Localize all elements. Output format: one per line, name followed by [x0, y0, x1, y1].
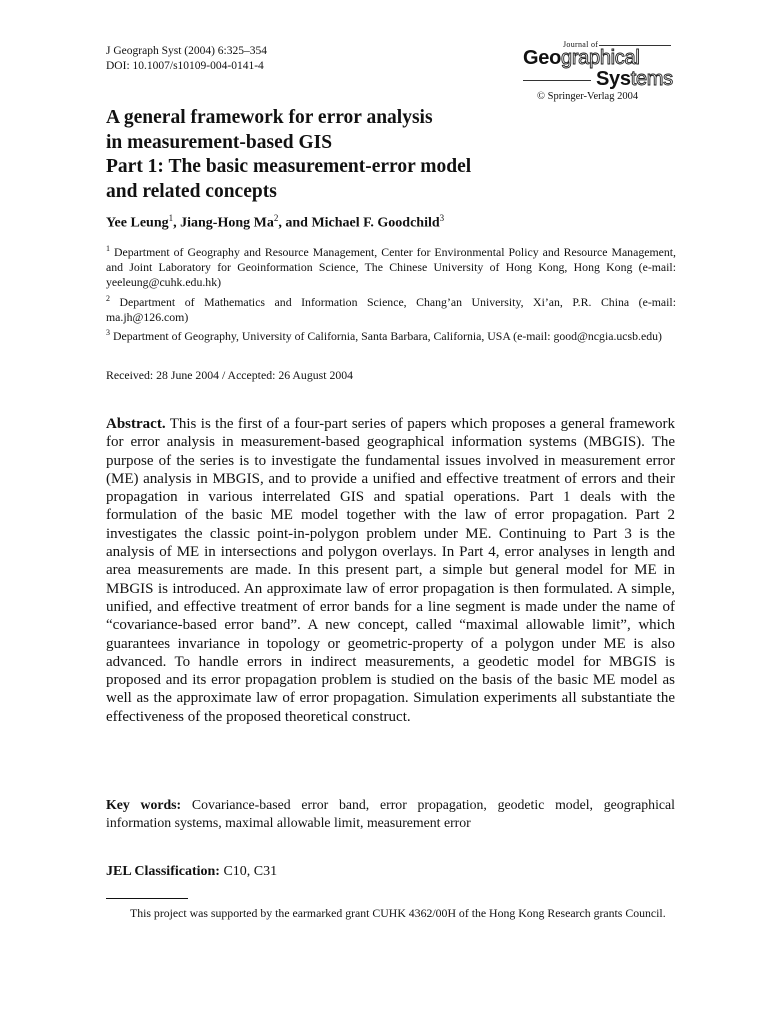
footnote-rule	[106, 898, 188, 899]
abstract	[106, 415, 675, 726]
affiliation-3: $^3$ Department of Geography, University of California, Santa Barbara, California, USA (e-mail: good@ncgia.ucsb.edu)	[106, 327, 662, 343]
jel-classification	[106, 864, 277, 880]
affiliation-1: $^1$ Department of Geography and Resource Management, Center for Environmental Policy and Resource Management, and Joint Laboratory for Geoinformation Science, The Chinese University of Hong Kong, Hong Kong (e-mail: yeeleung@cuhk.edu.hk)	[106, 244, 676, 290]
journal-citation: J Geograph Syst (2004) 6:325–354	[106, 45, 267, 57]
abstract-label: Abstract.	[106, 416, 166, 432]
paper-title: A general framework for error analysis in measurement-based GIS Part 1: The basic measurement-error model and related concepts	[106, 107, 472, 202]
keywords-text: Covariance-based error band, error propagation, geodetic model, geographical information systems, maximal allowable limit, measurement error	[106, 797, 675, 830]
author-name: Michael F. Goodchild	[311, 215, 440, 231]
doi: DOI: 10.1007/s10109-004-0141-4	[106, 60, 264, 72]
logo-rule-bottom	[523, 80, 591, 81]
author-name: Yee Leung	[106, 215, 169, 231]
affiliations	[106, 241, 676, 344]
copyright: © Springer-Verlag 2004	[537, 91, 639, 102]
affiliation-2: $^2$ Department of Mathematics and Information Science, Chang’an University, Xi’an, P.R. China (e-mail: ma.jh@126.com)	[106, 293, 676, 324]
journal-citation-block	[106, 44, 267, 74]
keywords-label: Key words:	[106, 797, 182, 812]
received-dates: Received: 28 June 2004 / Accepted: 26 August 2004	[106, 368, 354, 382]
footnote: This project was supported by the earmarked grant CUHK 4362/00H of the Hong Kong Research grants Council.	[130, 906, 666, 920]
jel-label: JEL Classification:	[106, 864, 220, 879]
author-name: Jiang-Hong Ma	[180, 215, 274, 231]
logo-geographical: Geographical	[523, 47, 640, 69]
keywords	[106, 796, 675, 832]
logo-rule-top	[599, 45, 671, 46]
logo-small-text: Journal of	[563, 40, 599, 49]
author-list: Yee Leung$^1$, Jiang-Hong Ma$^2$, and Michael F. Goodchild$^3$	[106, 213, 445, 231]
abstract-text: This is the first of a four-part series of papers which proposes a general framework for error analysis in measurement-based geographical information systems (MBGIS). The purpose of the series is to investigate the fundamental issues involved in measurement error (ME) analysis in MBGIS, and to provide a unified and effective treatment of errors and their propagation in various interrelated GIS and spatial operations. Part 1 deals with the formulation of the basic ME model together with the law of error propagation. Part 2 investigates the classic point-in-polygon problem under ME. Continuing to Part 3 is the analysis of ME in intersections and polygon overlays. In Part 4, error analyses in length and area measurements are made. In this present part, a simple but general model for ME in MBGIS is introduced. An approximate law of error propagation is then formulated. A simple, unified, and effective treatment of error bands for a line segment is made under the name of “covariance-based error band”. A new concept, called “maximal allowable limit”, which guarantees invariance in topology or geometric-property of a polygon under ME is also advanced. To handle errors in indirect measurements, a geodetic model for MBGIS is proposed and its error propagation problem is studied on the basis of the basic ME model as well as the approximate law of error propagation. Simulation experiments all substantiate the effectiveness of the proposed theoretical construct.	[106, 416, 675, 725]
jel-codes: C10, C31	[219, 864, 278, 879]
logo-systems: Systems	[596, 68, 673, 90]
